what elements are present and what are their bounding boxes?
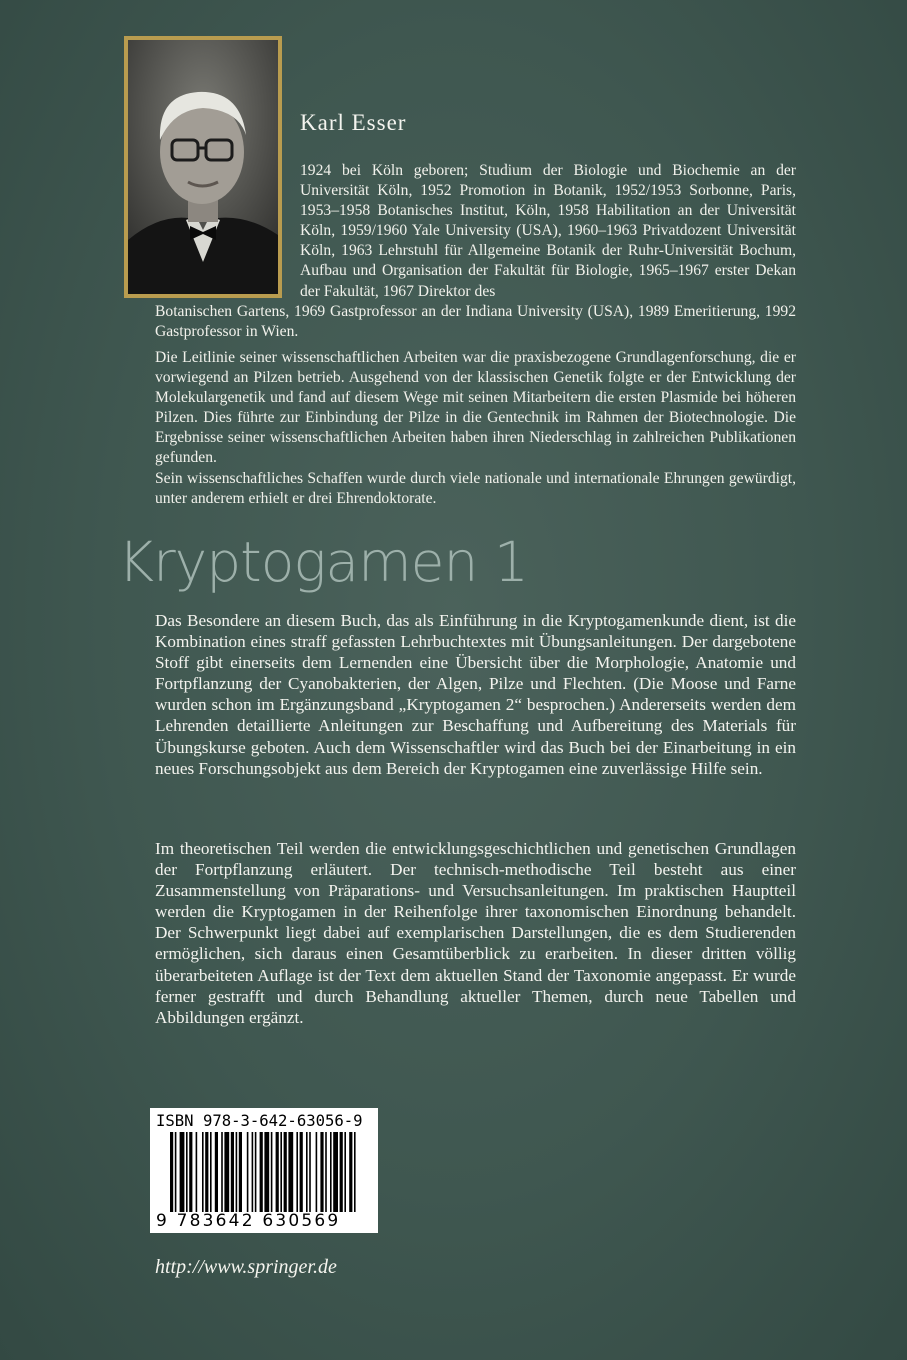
barcode-bar <box>340 1132 343 1212</box>
barcode-bar <box>247 1132 249 1212</box>
barcode-bar <box>309 1132 311 1212</box>
isbn-label: ISBN 978-3-642-63056-9 <box>156 1112 363 1130</box>
barcode-bar <box>330 1132 332 1212</box>
barcode-bar <box>255 1132 257 1212</box>
barcode-bar <box>271 1132 273 1212</box>
author-bio-paragraph: 1924 bei Köln geboren; Studium der Biologie und Biochemie an der Universität Köln, 1952 Promotion in Botanik, 1952/1953 Sorbonne, Paris, 1953–1958 Botanisches Institut, Köln, 1958 Habilitation an der Universität Köln, 1959/1960 Yale University (USA), 1960–1963 Privatdozent Universität Köln, 1963 Lehrstuhl für Allgemeine Botanik der Ruhr-Universität Bochum, Aufbau und Organisation der Fakultät für Biologie, 1965–1967 erster Dekan der Fakultät, 1967 Direktor des <box>300 162 796 300</box>
barcode-bar <box>175 1132 177 1212</box>
publisher-url[interactable]: http://www.springer.de <box>155 1256 337 1278</box>
barcode-bar <box>196 1132 198 1212</box>
barcode-bar <box>189 1132 192 1212</box>
author-bio-paragraph: Botanischen Gartens, 1969 Gastprofessor an der Indiana University (USA), 1989 Emeritierung, 1992 Gastprofessor in Wien. <box>155 303 796 341</box>
barcode-bar <box>239 1132 242 1212</box>
barcode-bar <box>252 1132 254 1212</box>
barcode-bar <box>296 1132 298 1212</box>
book-description-paragraph: Das Besondere an diesem Buch, das als Einführung in die Kryptogamenkunde dient, ist die Kombination eines straff gefassten Lehrbuchtextes mit Übungsanleitungen. Der dargebotene Stoff gibt einerseits dem Lernenden eine Übersicht über die Morphologie, Anatomie und Fortpflanzung der Cyanobakterien, der Algen, Pilze und Flechten. (Die Moose und Farne wurden schon im Ergänzungsband „Kryptogamen 2“ besprochen.) Andererseits werden dem Lehrenden detaillierte Anleitungen zur Beschaffung und Aufbereitung des Materials für Übungskurse geboten. Auch dem Wissenschaftler wird das Buch bei der Einarbeitung in ein neues Forschungsobjekt aus dem Bereich der Kryptogamen eine zuverlässige Hilfe sein. <box>155 611 796 778</box>
barcode-bar <box>215 1132 218 1212</box>
barcode-bar <box>236 1132 238 1212</box>
barcode-bar <box>260 1132 263 1212</box>
barcode-bar <box>221 1132 223 1212</box>
barcode-bar <box>170 1132 173 1212</box>
ean-number: 9 783642 630569 <box>156 1211 341 1231</box>
book-description-paragraph: Im theoretischen Teil werden die entwicklungsgeschichtlichen und genetischen Grundlagen der Fortpflanzung erläutert. Der technisch-methodische Teil besteht aus einer Zusammenstellung von Präparations- und Versuchsanleitungen. Im praktischen Hauptteil werden die Kryptogamen in der Reihenfolge ihrer taxonomischen Einordnung behandelt. Der Schwerpunkt liegt dabei auf exemplarischen Darstellungen, die es dem Studierenden ermöglichen, sich daraus einen Gesamtüberblick zu erarbeiten. In dieser dritten völlig überarbeiteten Auflage ist der Text dem aktuellen Stand der Taxonomie angepasst. Er wurde ferner gestrafft und durch Behandlung aktueller Themen, durch neue Tabellen und Abbildungen ergänzt. <box>155 839 796 1027</box>
barcode-bar <box>316 1132 318 1212</box>
barcode-bars <box>156 1132 372 1212</box>
barcode-bar <box>231 1132 234 1212</box>
barcode-bar <box>210 1132 212 1212</box>
author-honors-paragraph: Sein wissenschaftliches Schaffen wurde durch viele nationale und internationale Ehrungen gewürdigt, unter anderem erhielt er drei Ehrendoktorate. <box>155 470 796 508</box>
barcode-bar <box>344 1132 346 1212</box>
barcode-bar <box>320 1132 323 1212</box>
isbn-barcode <box>150 1108 378 1233</box>
barcode-bar <box>306 1132 308 1212</box>
author-name: Karl Esser <box>300 110 407 135</box>
barcode-bar <box>205 1132 208 1212</box>
barcode-bar <box>288 1132 293 1212</box>
barcode-bar <box>264 1132 269 1212</box>
barcode-bar <box>300 1132 303 1212</box>
barcode-bar <box>202 1132 204 1212</box>
barcode-bar <box>224 1132 229 1212</box>
barcode-bar <box>284 1132 287 1212</box>
book-title: Kryptogamen 1 <box>118 530 528 594</box>
barcode-bar <box>333 1132 338 1212</box>
barcode-bar <box>354 1132 356 1212</box>
author-research-paragraph: Die Leitlinie seiner wissenschaftlichen Arbeiten war die praxisbezogene Grundlagenforschung, die er vorwiegend an Pilzen betrieb. Ausgehend von der klassischen Genetik folgte er der Entwicklung der Molekulargenetik und fand auf diesem Wege mit seinen Mitarbeitern die ersten Plasmide bei höheren Pilzen. Dies führte zur Einbindung der Pilze in die Gentechnik im Rahmen der Biotechnologie. Die Ergebnisse seiner wissenschaftlichen Arbeiten haben ihren Niederschlag in zahlreichen Publikationen gefunden. <box>155 349 796 467</box>
barcode-bar <box>280 1132 282 1212</box>
barcode-bar <box>186 1132 188 1212</box>
barcode-bar <box>325 1132 327 1212</box>
barcode-bar <box>276 1132 279 1212</box>
author-portrait <box>124 36 282 298</box>
barcode-bar <box>349 1132 352 1212</box>
author-photo <box>128 40 278 294</box>
barcode-bar <box>180 1132 185 1212</box>
